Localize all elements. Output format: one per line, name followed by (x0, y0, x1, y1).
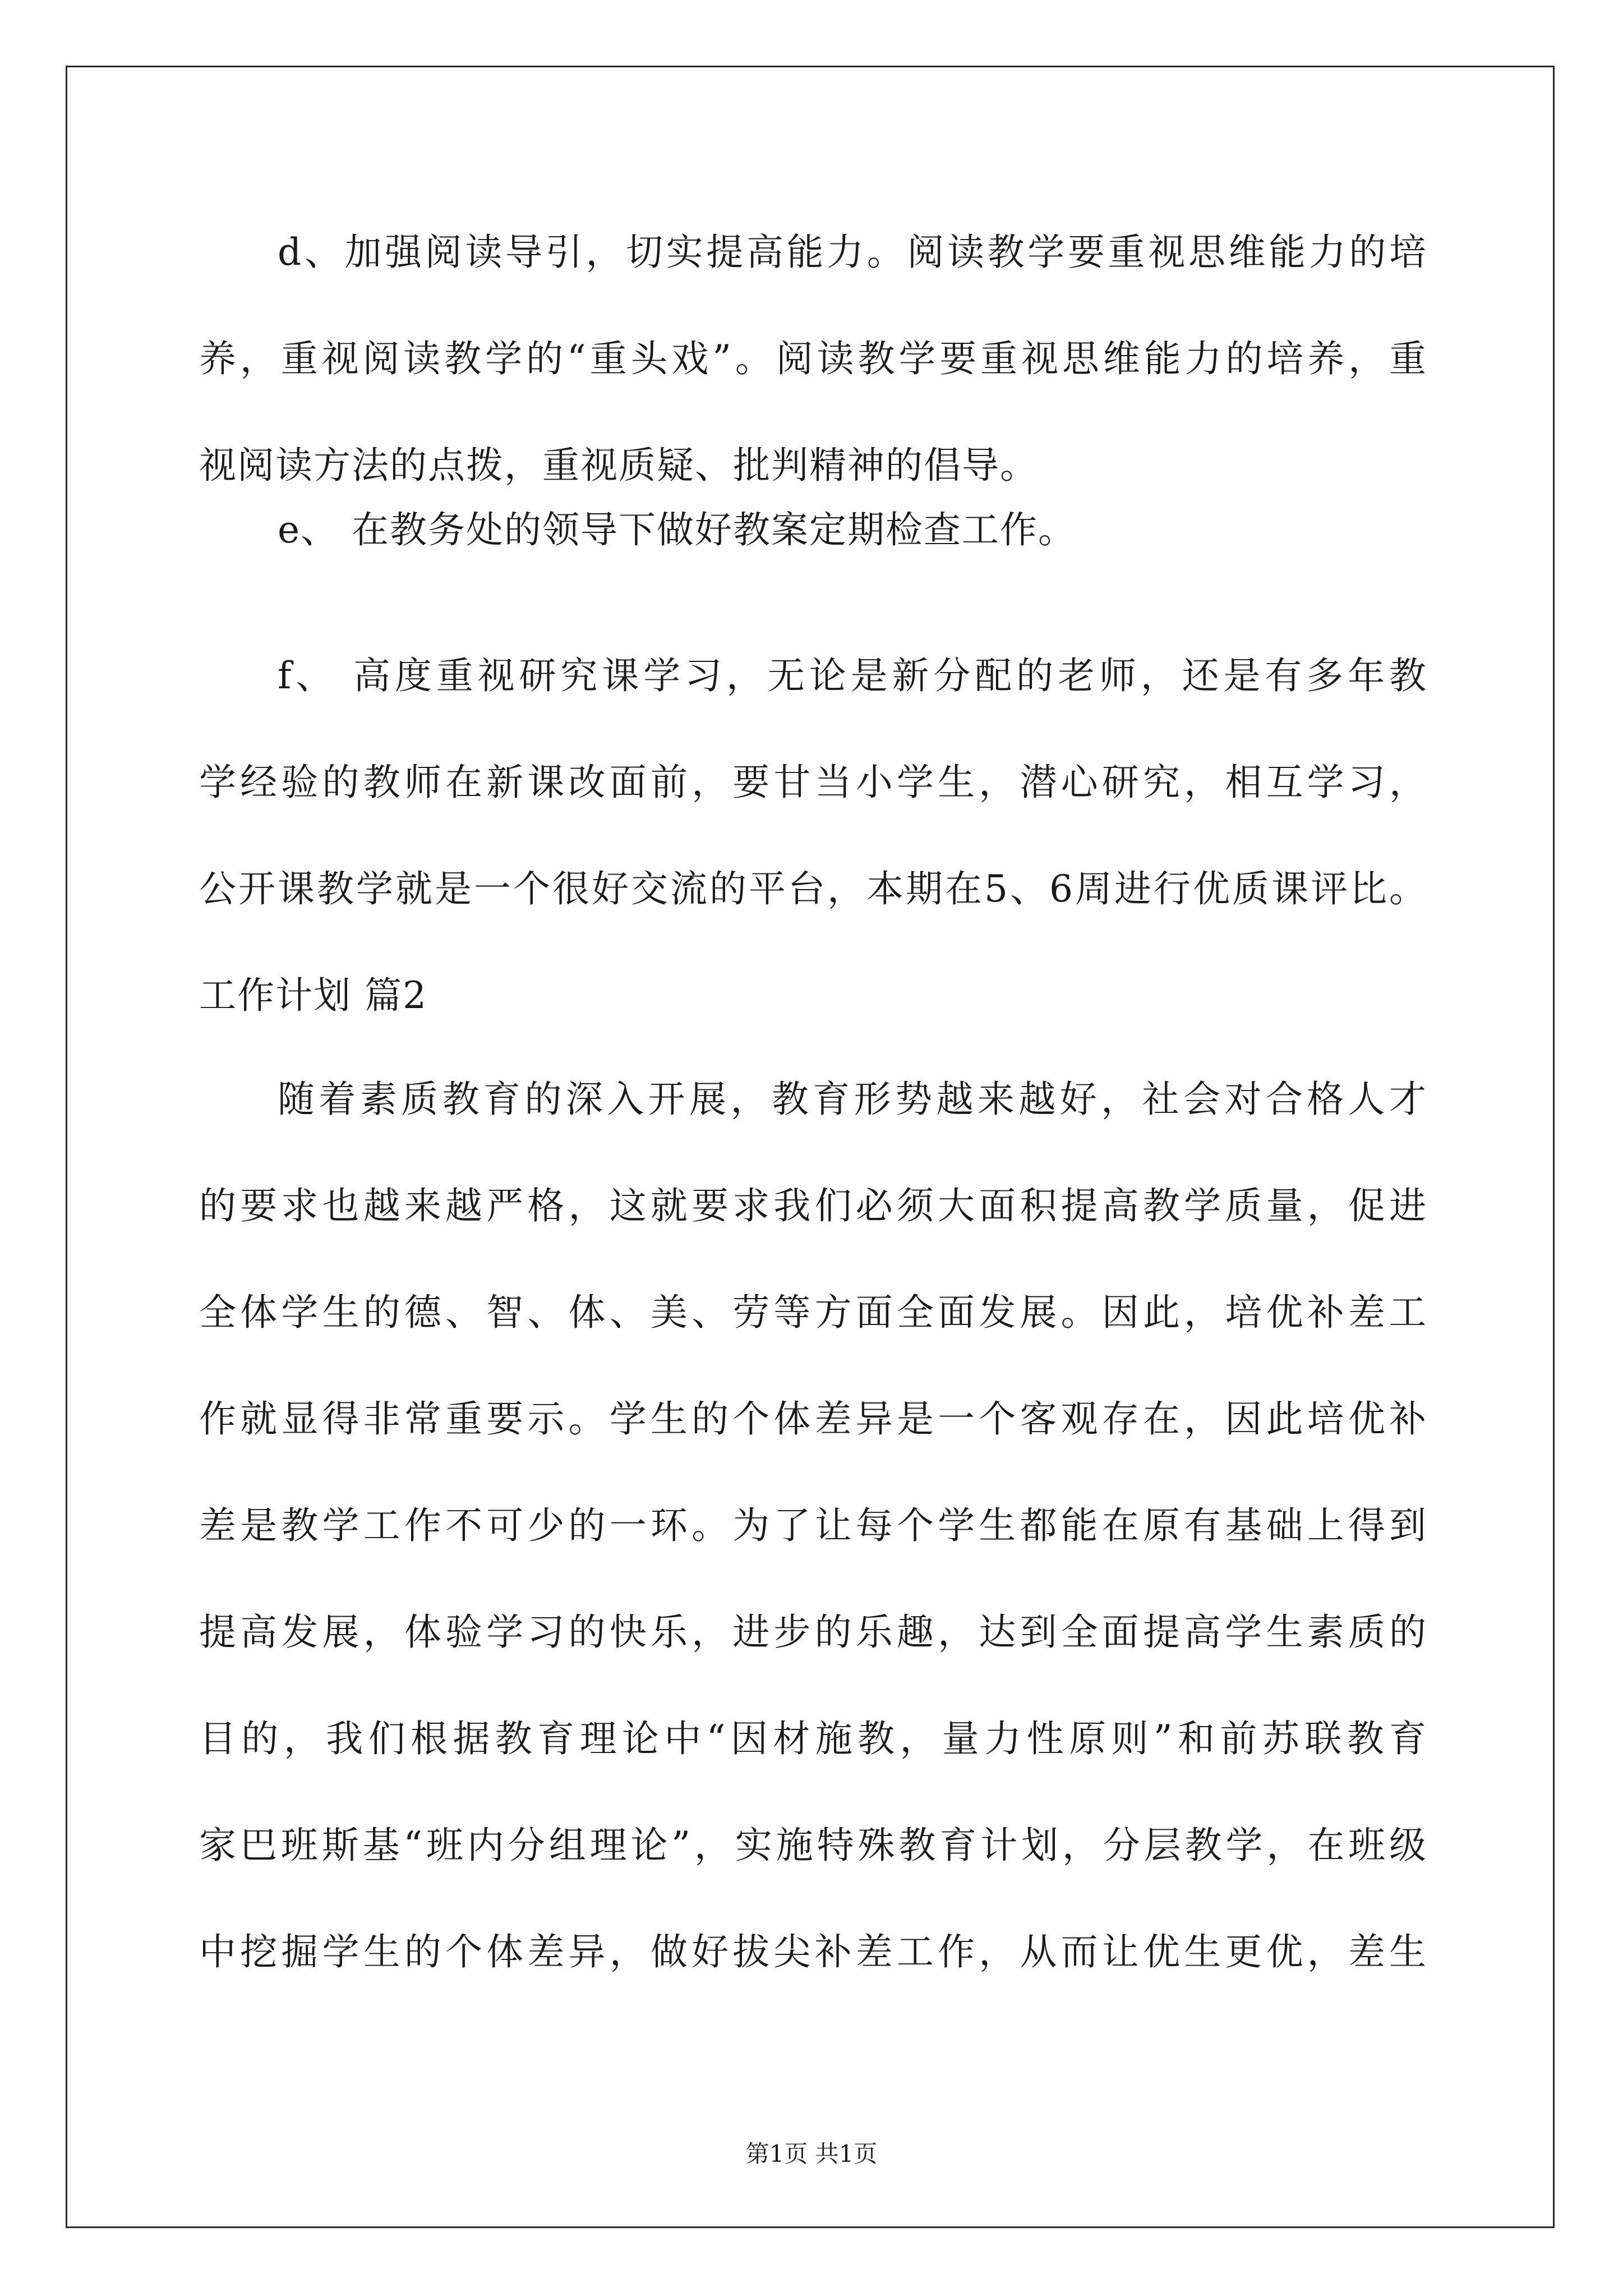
body-line-7: 公开课教学就是一个很好交流的平台，本期在5、6周进行优质课评比。 (199, 867, 1427, 910)
body-line-13: 差是教学工作不可少的一环。为了让每个学生都能在原有基础上得到 (199, 1504, 1427, 1547)
body-line-6: 学经验的教师在新课改面前，要甘当小学生，潜心研究，相互学习， (199, 761, 1427, 804)
body-line-2: 养，重视阅读教学的“重头戏”。阅读教学要重视思维能力的培养，重 (199, 337, 1427, 380)
body-line-14: 提高发展，体验学习的快乐，进步的乐趣，达到全面提高学生素质的 (199, 1611, 1427, 1654)
body-line-16: 家巴班斯基“班内分组理论”，实施特殊教育计划，分层教学，在班级 (199, 1824, 1427, 1867)
body-line-4: e、 在教务处的领导下做好教案定期检查工作。 (278, 508, 1077, 551)
body-line-9: 随着素质教育的深入开展，教育形势越来越好，社会对合格人才 (278, 1078, 1427, 1121)
section-heading: 工作计划 篇2 (199, 974, 427, 1017)
body-line-17: 中挖掘学生的个体差异，做好拔尖补差工作，从而让优生更优，差生 (199, 1930, 1427, 1973)
body-line-12: 作就显得非常重要示。学生的个体差异是一个客观存在，因此培优补 (199, 1397, 1427, 1441)
body-line-5: f、 高度重视研究课学习，无论是新分配的老师，还是有多年教 (278, 654, 1427, 697)
body-line-11: 全体学生的德、智、体、美、劳等方面全面发展。因此，培优补差工 (199, 1291, 1427, 1334)
body-line-10: 的要求也越来越严格，这就要求我们必须大面积提高教学质量，促进 (199, 1184, 1427, 1227)
page-footer: 第1页 共1页 (745, 2140, 878, 2168)
body-line-1: d、加强阅读导引，切实提高能力。阅读教学要重视思维能力的培 (278, 231, 1427, 274)
page-border (66, 66, 1555, 2228)
body-line-15: 目的，我们根据教育理论中“因材施教，量力性原则”和前苏联教育 (199, 1717, 1427, 1760)
body-line-3: 视阅读方法的点拨，重视质疑、批判精神的倡导。 (199, 444, 1038, 487)
